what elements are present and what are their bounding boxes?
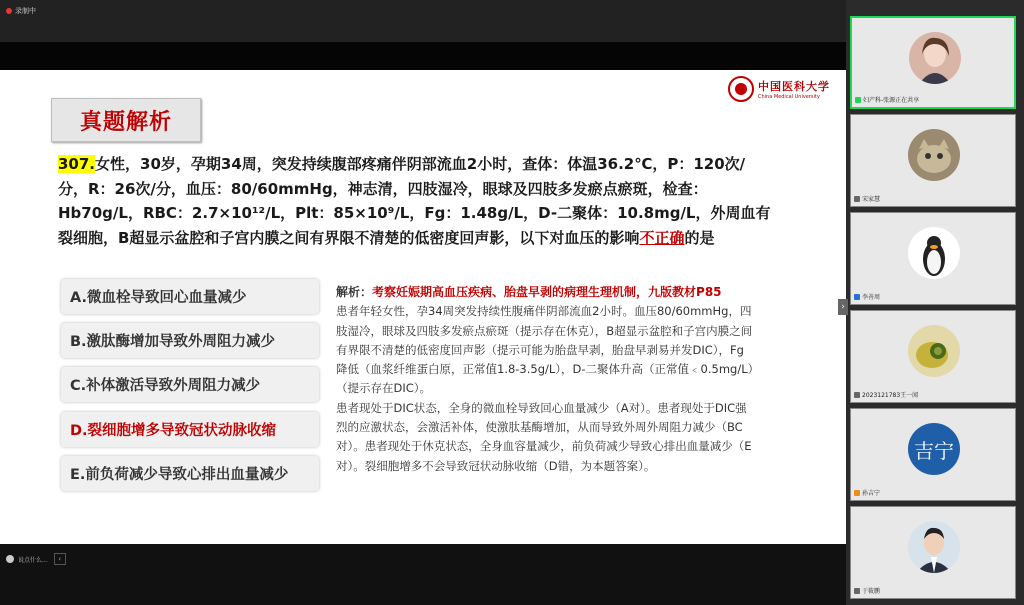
shared-slide <box>0 70 846 544</box>
logo-cn-text: 中国医科大学 <box>758 80 830 93</box>
option-d: D.裂细胞增多导致冠状动脉收缩 <box>61 412 319 447</box>
mic-icon <box>854 196 860 202</box>
university-seal-icon <box>728 76 754 102</box>
letterbox-top <box>0 42 846 70</box>
avatar <box>908 521 960 573</box>
question-line-4: 裂细胞，B超显示盆腔和子宫内膜之间有界限不清楚的低密度回声影，以下对血压的影响 <box>58 228 640 247</box>
question-tail: 的是 <box>684 228 715 247</box>
participant-tile[interactable] <box>850 212 1016 305</box>
analysis-text <box>336 283 791 476</box>
slide-title: 真题解析 <box>51 98 201 142</box>
participant-name: 妇产科-张源正在共享 <box>863 97 920 104</box>
participant-tile[interactable] <box>850 506 1016 599</box>
question-number: 307. <box>58 155 96 173</box>
participant-name: 李善周 <box>862 294 881 301</box>
question-line-3: Hb70g/L，RBC：2.7×10¹²/L，Plt：85×10⁹/L，Fg：1.48g/L，D-二聚体：10.8mg/L，外周血有 <box>58 204 771 222</box>
participant-name: 宋家慧 <box>862 196 881 203</box>
analysis-head: 解析： <box>336 285 373 299</box>
avatar <box>908 129 960 181</box>
analysis-line-9: 对）。裂细胞增多不会导致冠状动脉收缩（D错，为本题答案）。 <box>336 458 656 473</box>
recording-label: 录制中 <box>15 7 36 15</box>
analysis-line-7: 烈的应激状态，会激活补体，使激肽基酶增加，从而导致外周外周阻力减少（BC <box>336 420 743 435</box>
participant-tile[interactable] <box>850 310 1016 403</box>
option-e: E.前负荷减少导致心排出血量减少 <box>61 456 319 491</box>
analysis-line-3: 有界限不清楚的低密度回声影（提示可能为胎盘早剥，胎盘早剥易并发DIC），Fg <box>336 342 744 357</box>
analysis-line-1: 患者年轻女性，孕34周突发持续性腹痛伴阴部流血2小时。血压80/60mmHg，四 <box>336 304 752 319</box>
sharing-icon <box>855 97 861 103</box>
question-emphasis: 不正确 <box>639 228 685 247</box>
analysis-line-2: 肢湿冷，眼球及四肢多发瘀点瘀斑（提示存在休克），B超显示盆腔和子宫内膜之间 <box>336 323 753 338</box>
question-text <box>58 152 778 250</box>
option-c: C.补体激活导致外周阻力减少 <box>61 367 319 402</box>
question-line-1: 女性，30岁，孕期34周，突发持续腹部疼痛伴阴部流血2小时，查体：体温36.2℃，P：120次/ <box>95 155 746 173</box>
avatar <box>908 227 960 279</box>
recording-indicator <box>6 6 36 16</box>
bottom-bar <box>0 549 846 569</box>
top-toolbar <box>0 0 846 42</box>
mic-icon <box>854 392 860 398</box>
analysis-line-6: 患者现处于DIC状态，全身的微血栓导致回心血量减少（A对）。患者现处于DIC强 <box>336 400 747 415</box>
emoji-icon[interactable] <box>6 555 14 563</box>
avatar <box>909 32 961 84</box>
avatar <box>908 325 960 377</box>
analysis-line-5: （提示存在DIC）。 <box>336 381 432 396</box>
mic-icon <box>854 588 860 594</box>
participant-name: 于筱鹏 <box>862 588 881 595</box>
logo-en-text: China Medical University <box>758 94 820 100</box>
option-a: A.微血栓导致回心血量减少 <box>61 279 319 314</box>
analysis-line-4: 降低（血浆纤维蛋白原，正常值1.8-3.5g/L），D-二聚体升高（正常值﹤0.5mg/L） <box>336 362 760 377</box>
record-icon <box>6 8 12 14</box>
participant-tile[interactable] <box>850 408 1016 501</box>
analysis-topic: 考察妊娠期高血压疾病、胎盘早剥的病理生理机制，九版教材P85 <box>372 285 722 299</box>
analysis-line-8: 对）。患者现处于休克状态，全身血容量减少，前负荷减少导致心排出血量减少（E <box>336 439 752 454</box>
user-icon <box>854 294 860 300</box>
university-logo <box>728 76 830 102</box>
participant-tile[interactable] <box>850 114 1016 207</box>
participant-name: 2023121783王一闻 <box>862 392 919 399</box>
participant-tile[interactable] <box>850 16 1016 109</box>
option-b: B.激肽酶增加导致外周阻力减少 <box>61 323 319 358</box>
user-icon <box>854 490 860 496</box>
avatar: 吉宁 <box>908 423 960 475</box>
chat-input[interactable] <box>6 555 48 564</box>
question-line-2: 分，R：26次/分，血压：80/60mmHg，神志清，四肢湿冷，眼球及四肢多发瘀点瘀斑，检查： <box>58 179 708 198</box>
participants-panel <box>846 0 1024 605</box>
panel-toggle-arrow-icon[interactable]: › <box>838 299 848 315</box>
collapse-button[interactable]: ‹ <box>54 553 66 565</box>
chat-placeholder: 说点什么... <box>18 556 48 564</box>
participant-name: 孙吉宁 <box>862 490 881 497</box>
